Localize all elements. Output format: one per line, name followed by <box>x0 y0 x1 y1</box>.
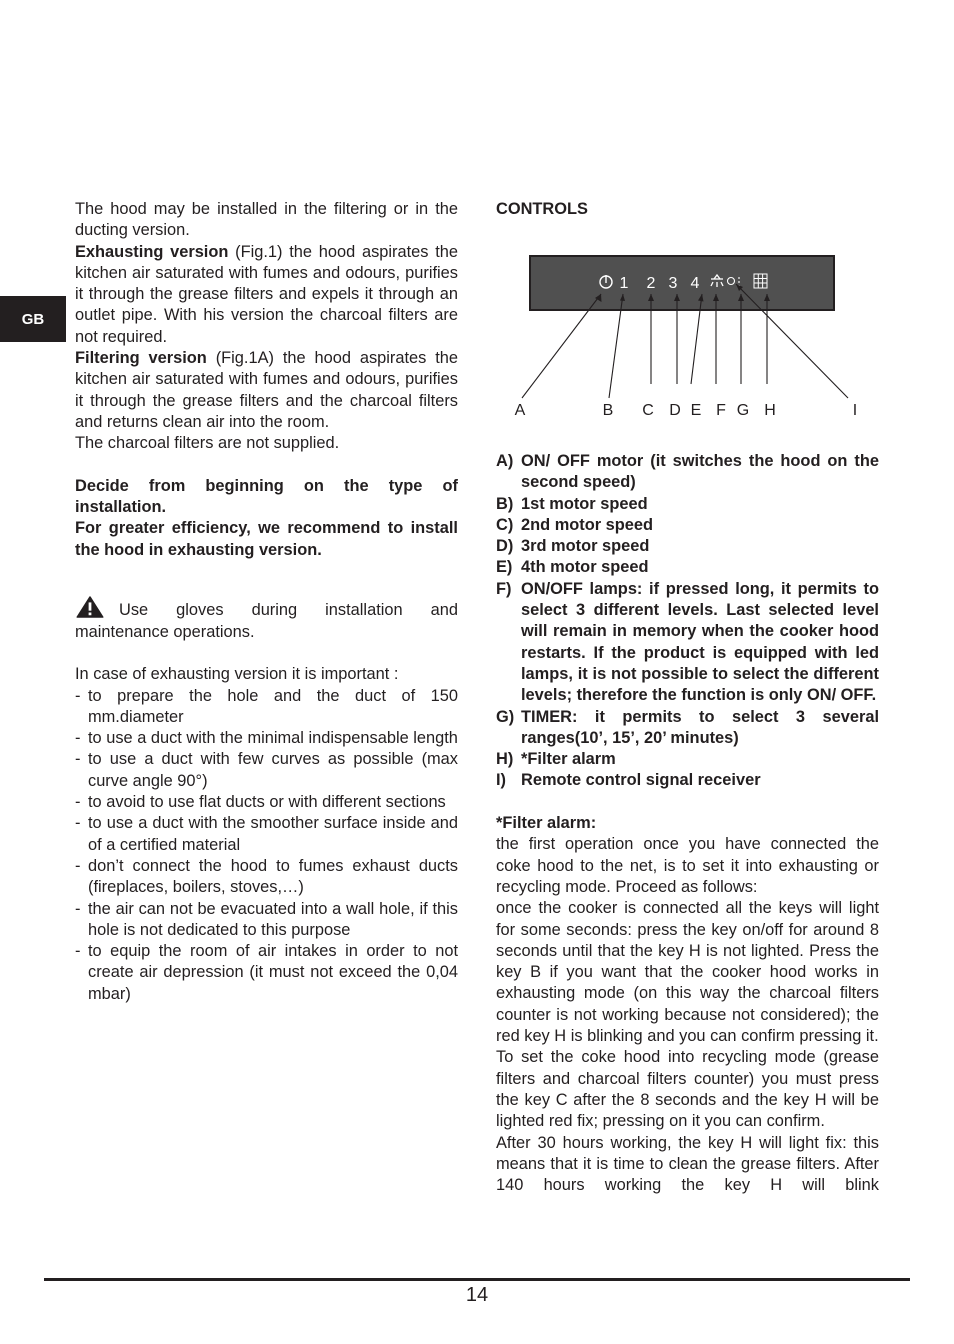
list-item: - the air can not be evacuated into a wall hole, if this hole is not dedicated to this purpose <box>75 899 458 939</box>
filter-alarm-paragraph: To set the coke hood into recycling mode (grease filters and charcoal filters counter) you must press the key C after the 8 seconds and the key H will be lighted red fix; pressing on it you can confirm. <box>496 1048 879 1131</box>
list-item: - to use a duct with the minimal indispensable length <box>75 729 458 748</box>
filtering-version-paragraph <box>75 348 458 433</box>
control-item-f: F) ON/OFF lamps: if pressed long, it permits to select 3 different levels. Last selected level will remain in memory when the cooker hood restarts. If the product is equipped with led lamps, it is not possible to select the different levels; therefore the function is only ON/ OFF. <box>496 579 879 705</box>
control-item-b: B) 1st motor speed <box>496 494 648 513</box>
requirements-list <box>75 686 458 1005</box>
language-tab: GB <box>0 296 66 342</box>
control-item-h: H) *Filter alarm <box>496 750 616 769</box>
control-item-c: C) 2nd motor speed <box>496 515 654 534</box>
important-intro: In case of exhausting version it is important : <box>75 665 399 684</box>
list-item: - to use a duct with few curves as possible (max curve angle 90°) <box>75 750 458 790</box>
footer-rule <box>44 1278 910 1281</box>
list-item: - to use a duct with the smoother surface inside and of a certified material <box>75 814 458 854</box>
charcoal-note: The charcoal filters are not supplied. <box>75 434 340 453</box>
decide-text: Decide from beginning on the type of installation. <box>75 476 458 517</box>
callout-label-b: B <box>602 402 614 419</box>
gloves-warning <box>75 596 458 621</box>
exhausting-version-paragraph <box>75 242 458 348</box>
gloves-line-1: Use gloves during installation and <box>119 601 458 620</box>
filtering-version-title: Filtering version <box>75 349 207 368</box>
control-item-a: A) ON/ OFF motor (it switches the hood on the second speed) <box>496 452 879 492</box>
left-column <box>75 199 458 1005</box>
list-item: - to equip the room of air intakes in order to not create air depression (it must not exceed the 0,04 mbar) <box>75 942 458 1003</box>
filter-alarm-paragraph: once the cooker is connected all the keys will light for some seconds: press the key on/off for around 8 seconds until that the key H is not lighted. Press the key B if you want that the cooker hood works in exhausting mode (on this way the charcoal filters counter is not working because not considered); the red key H is blinking and you can confirm pressing it. <box>496 899 879 1046</box>
callout-label-i: I <box>852 402 858 419</box>
efficiency-text: For greater efficiency, we recommend to install the hood in exhausting version. <box>75 519 458 559</box>
speed-1-key: 1 <box>619 275 629 292</box>
controls-list <box>496 451 879 1196</box>
gloves-line-2: maintenance operations. <box>75 622 255 641</box>
speed-3-key: 3 <box>668 275 678 292</box>
page-number: 14 <box>465 1284 489 1306</box>
filter-alarm-paragraph: the first operation once you have connected the coke hood to the net, is to set it into exhausting or recycling mode. Proceed as follows: <box>496 835 879 896</box>
control-item-g: G) TIMER: it permits to select 3 several ranges(10’, 15’, 20’ minutes) <box>496 707 879 747</box>
list-item: - to avoid to use flat ducts or with different sections <box>75 793 446 812</box>
warning-icon <box>75 596 105 618</box>
exhausting-version-text: (Fig.1) the hood aspirates the kitchen air saturated with fumes and odours, purifies it through the grease filters and expels it through an outlet pipe. With his version the charcoal filters are not required. <box>75 242 458 346</box>
right-column <box>496 199 879 220</box>
callout-label-e: E <box>690 402 702 419</box>
speed-4-key: 4 <box>690 275 700 292</box>
filter-alarm-paragraph: After 30 hours working, the key H will light fix: this means that it is time to clean the grease filters. After 140 hours working the key H will blink <box>496 1133 879 1195</box>
control-item-i: I) Remote control signal receiver <box>496 771 761 790</box>
control-item-e: E) 4th motor speed <box>496 558 649 577</box>
callout-label-f: F <box>716 402 726 419</box>
exhausting-version-title: Exhausting version <box>75 242 229 261</box>
callout-label-d: D <box>669 402 681 419</box>
callout-label-h: H <box>764 402 776 419</box>
control-item-d: D) 3rd motor speed <box>496 537 650 556</box>
filtering-version-text: (Fig.1A) the hood aspirates the kitchen air saturated with fumes and odours, purifies it through the grease filters and the charcoal filters and returns clean air into the room. <box>75 349 458 431</box>
control-panel <box>530 256 834 310</box>
callout-label-g: G <box>736 402 750 419</box>
filter-alarm-title: *Filter alarm: <box>496 814 597 833</box>
callout-label-c: C <box>642 402 654 419</box>
intro-text: The hood may be installed in the filtering or in the ducting version. <box>75 200 458 240</box>
control-panel-diagram <box>496 250 879 425</box>
callout-label-a: A <box>514 402 526 419</box>
speed-2-key: 2 <box>646 275 656 292</box>
controls-title: CONTROLS <box>496 200 588 218</box>
list-item: - to prepare the hole and the duct of 150 mm.diameter <box>75 686 458 726</box>
list-item: - don’t connect the hood to fumes exhaust ducts (fireplaces, boilers, stoves,…) <box>75 856 458 897</box>
